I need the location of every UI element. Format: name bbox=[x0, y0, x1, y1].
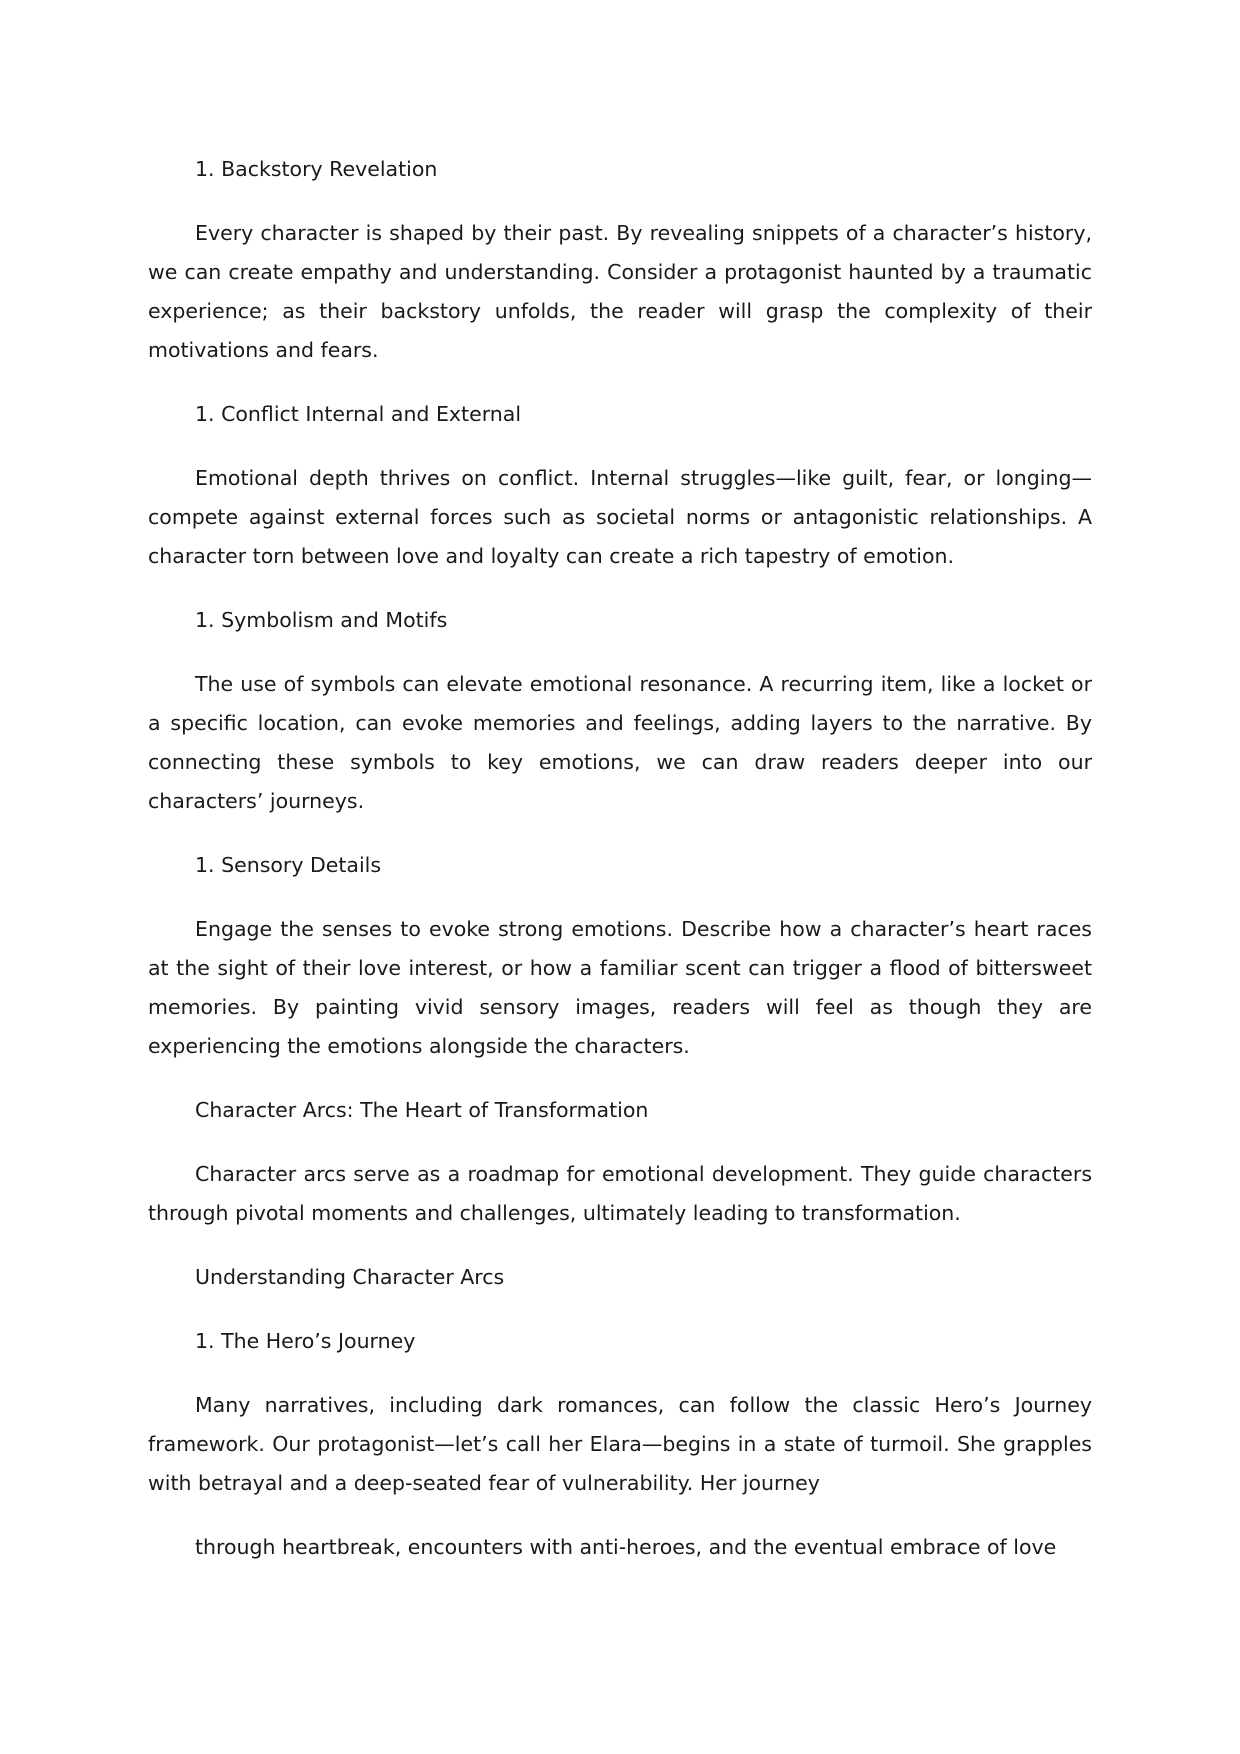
section-heading-heros-journey: 1. The Hero’s Journey bbox=[195, 1329, 416, 1353]
section-heading-symbolism: 1. Symbolism and Motifs bbox=[195, 608, 448, 632]
paragraph-conflict: Emotional depth thrives on conflict. Internal struggles—like guilt, fear, or longing—compete against external forces such as societal norms or antagonistic relationships. A character torn between love and loyalty can create a rich tapestry of emotion. bbox=[148, 466, 1092, 568]
section-heading-sensory: 1. Sensory Details bbox=[195, 853, 382, 877]
section-heading-understanding-arcs: Understanding Character Arcs bbox=[195, 1265, 505, 1289]
paragraph-heros-journey: Many narratives, including dark romances, can follow the classic Hero’s Journey framework. Our protagonist—let’s call her Elara—begins in a state of turmoil. She grapples with betrayal and a deep-seated fear of vulnerability. Her journey bbox=[148, 1393, 1092, 1495]
section-heading-character-arcs: Character Arcs: The Heart of Transformation bbox=[195, 1098, 649, 1122]
section-heading-backstory: 1. Backstory Revelation bbox=[195, 157, 438, 181]
paragraph-backstory: Every character is shaped by their past. By revealing snippets of a character’s history, we can create empathy and understanding. Consider a protagonist haunted by a traumatic experience; as their backstory unfolds, the reader will grasp the complexity of their motivations and fears. bbox=[148, 221, 1092, 362]
paragraph-sensory: Engage the senses to evoke strong emotions. Describe how a character’s heart races at the sight of their love interest, or how a familiar scent can trigger a flood of bittersweet memories. By painting vivid sensory images, readers will feel as though they are experiencing the emotions alongside the characters. bbox=[148, 917, 1092, 1058]
paragraph-character-arcs: Character arcs serve as a roadmap for emotional development. They guide characters through pivotal moments and challenges, ultimately leading to transformation. bbox=[148, 1162, 1092, 1225]
document-body bbox=[148, 150, 1092, 1592]
section-heading-conflict: 1. Conflict Internal and External bbox=[195, 402, 522, 426]
paragraph-symbolism: The use of symbols can elevate emotional resonance. A recurring item, like a locket or a specific location, can evoke memories and feelings, adding layers to the narrative. By connecting these symbols to key emotions, we can draw readers deeper into our characters’ journeys. bbox=[148, 672, 1092, 813]
paragraph-heros-journey-continued: through heartbreak, encounters with anti-heroes, and the eventual embrace of love bbox=[195, 1535, 1057, 1559]
